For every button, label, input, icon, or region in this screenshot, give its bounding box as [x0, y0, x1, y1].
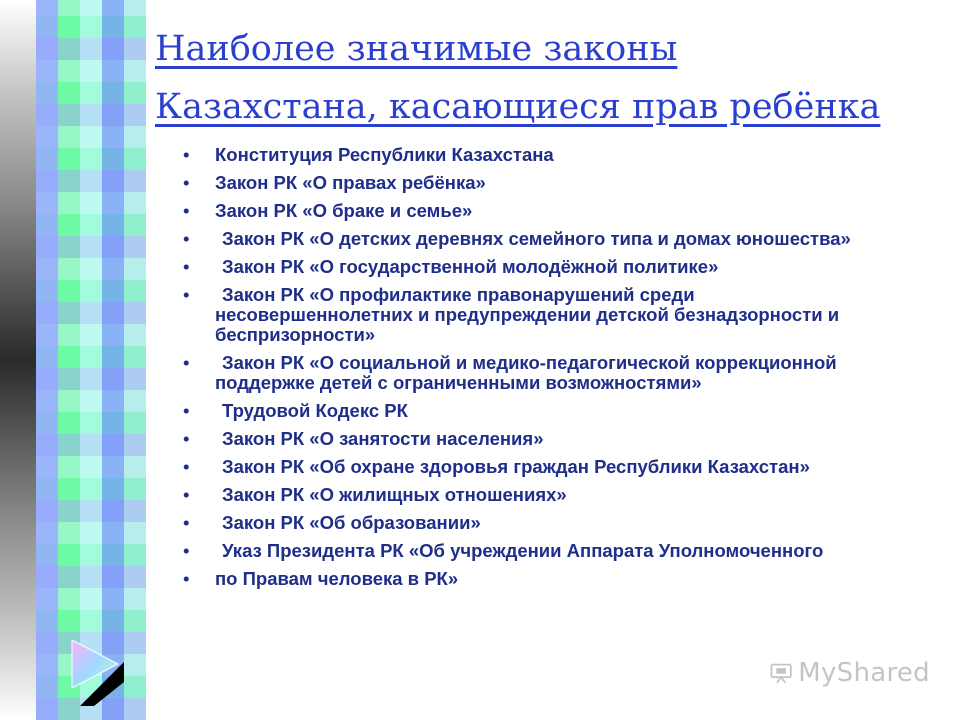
law-item-text: по Правам человека в РК»: [215, 568, 459, 589]
law-item: [183, 485, 883, 505]
myshared-watermark: [770, 656, 930, 690]
bullet-icon: •: [183, 144, 190, 165]
law-item-text: Закон РК «О браке и семье»: [215, 200, 473, 221]
law-item: [183, 513, 883, 533]
law-item: [183, 145, 883, 165]
bullet-icon: •: [183, 456, 190, 477]
law-item: [183, 541, 883, 561]
law-item: [183, 201, 883, 221]
law-item-text: Закон РК «О жилищных отношениях»: [222, 484, 567, 505]
law-item: [183, 457, 883, 477]
law-item: [183, 429, 883, 449]
law-item-text: Закон РК «О занятости населения»: [222, 428, 544, 449]
bullet-icon: •: [183, 484, 190, 505]
law-item-text: Закон РК «О детских деревнях семейного типа и домах юношества»: [222, 228, 851, 249]
decorative-mosaic-strip: [36, 0, 146, 720]
law-item-text: Закон РК «О профилактике правонарушений среди несовершеннолетних и предупреждении детской безнадзорности и беспризорности»: [215, 284, 840, 345]
bullet-icon: •: [183, 172, 190, 193]
law-item: [183, 569, 883, 589]
title-line-1: Наиболее значимые законы: [155, 29, 678, 69]
law-item: [183, 173, 883, 193]
page-title: [155, 20, 955, 136]
law-item-text: Закон РК «О социальной и медико-педагогической коррекционной поддержке детей с ограниченными возможностями»: [215, 352, 837, 393]
law-item: [183, 257, 883, 277]
bullet-icon: •: [183, 256, 190, 277]
law-item: [183, 401, 883, 421]
law-item-text: Указ Президента РК «Об учреждении Аппарата Уполномоченного: [222, 540, 824, 561]
law-item: [183, 285, 883, 345]
law-list: [183, 145, 883, 597]
law-item-text: Трудовой Кодекс РК: [222, 400, 408, 421]
bullet-icon: •: [183, 200, 190, 221]
bullet-icon: •: [183, 228, 190, 249]
title-line-2: Казахстана, касающиеся прав ребёнка: [155, 87, 881, 127]
bullet-icon: •: [183, 512, 190, 533]
bullet-icon: •: [183, 400, 190, 421]
bullet-icon: •: [183, 352, 190, 373]
law-item-text: Закон РК «Об образовании»: [222, 512, 481, 533]
law-item: [183, 229, 883, 249]
bullet-icon: •: [183, 284, 190, 305]
bullet-icon: •: [183, 568, 190, 589]
law-item: [183, 353, 883, 393]
bullet-icon: •: [183, 540, 190, 561]
law-item-text: Конституция Республики Казахстана: [215, 144, 554, 165]
next-slide-arrow-icon[interactable]: [68, 638, 128, 708]
presentation-board-icon: [770, 658, 792, 688]
law-item-text: Закон РК «О государственной молодёжной политике»: [222, 256, 719, 277]
watermark-text: MyShared: [798, 658, 930, 688]
law-item-text: Закон РК «Об охране здоровья граждан Республики Казахстан»: [222, 456, 810, 477]
bullet-icon: •: [183, 428, 190, 449]
left-shadow-strip: [0, 0, 36, 720]
law-item-text: Закон РК «О правах ребёнка»: [215, 172, 486, 193]
